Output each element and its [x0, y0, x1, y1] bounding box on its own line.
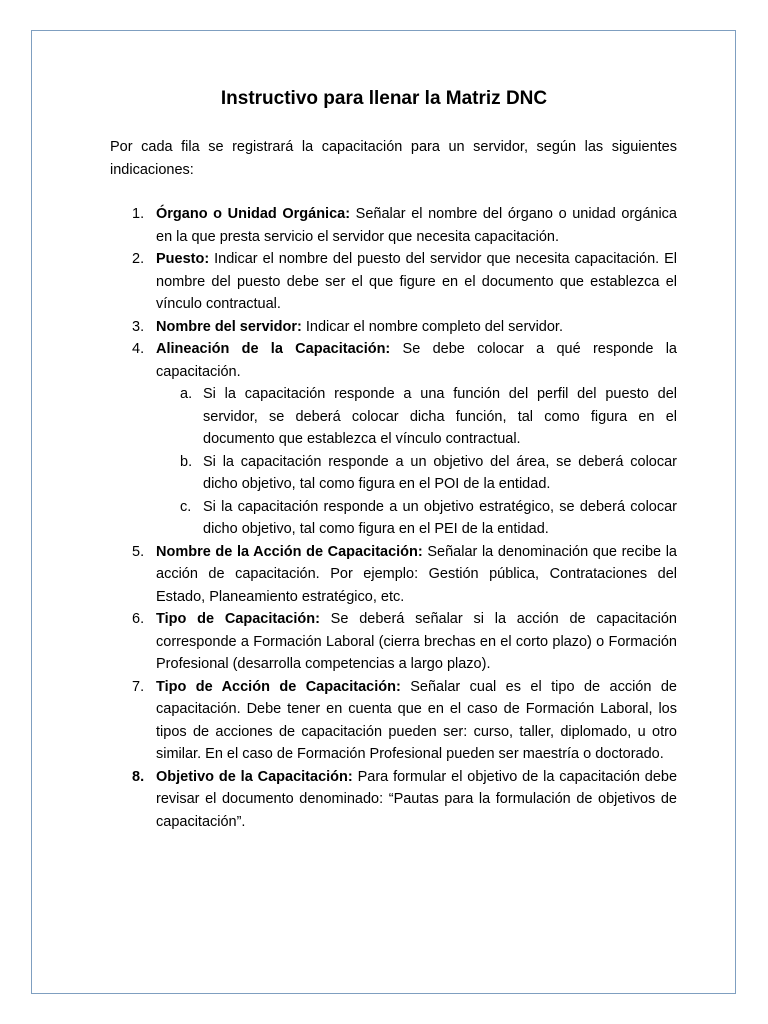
item-number: 2. — [132, 251, 145, 267]
document-title: Instructivo para llenar la Matriz DNC — [220, 88, 548, 109]
item-text: Indicar el nombre completo del servidor. — [301, 318, 563, 335]
item-term: Órgano o Unidad Orgánica: — [156, 206, 351, 222]
item-number: 7. — [132, 678, 145, 695]
item-term: Alineación de la Capacitación: — [156, 341, 391, 357]
list-item — [110, 608, 677, 676]
list-item — [110, 676, 677, 766]
item-term: Nombre de la Acción de Capacitación: — [156, 543, 423, 560]
item-number: 5. — [132, 543, 145, 560]
item-number: 3. — [132, 318, 145, 335]
item-text: Para formular el objetivo de la capacitación debe revisar el documento denominado: “Pautas para la formulación de objetivos de capacitación”. — [156, 768, 678, 830]
item-number: 6. — [132, 611, 145, 627]
sub-item-letter: c. — [180, 498, 192, 515]
item-text: Señalar la denominación que recibe la acción de capacitación. Por ejemplo: Gestión pública, Contrataciones del Estado, Planeamiento estratégico, etc. — [156, 543, 677, 605]
item-number: 4. — [132, 341, 145, 357]
sub-item-letter: a. — [180, 386, 193, 402]
instructions-list — [110, 203, 677, 833]
intro-paragraph: Por cada fila se registrará la capacitación para un servidor, según las siguientes indicaciones: — [110, 139, 677, 178]
list-item — [110, 248, 677, 316]
sub-list-item — [156, 383, 677, 451]
item-term: Tipo de Capacitación: — [156, 611, 320, 627]
sub-item-letter: b. — [180, 453, 193, 470]
item-text: Se debe colocar a qué responde la capacitación. — [156, 341, 677, 380]
list-item — [110, 203, 677, 248]
list-item — [110, 338, 677, 541]
item-term: Objetivo de la Capacitación: — [156, 768, 353, 785]
list-item — [110, 541, 677, 609]
list-item — [110, 316, 677, 339]
item-term: Nombre del servidor: — [156, 318, 302, 335]
sub-item-text: Si la capacitación responde a una función del perfil del puesto del servidor, se deberá colocar dicha función, tal como figura en el documento que establezca el vínculo contractual. — [203, 386, 677, 447]
sub-list-item — [156, 451, 677, 496]
sub-list-item — [156, 496, 677, 541]
item-number: 8. — [132, 768, 145, 785]
item-term: Tipo de Acción de Capacitación: — [156, 678, 401, 695]
sub-item-text: Si la capacitación responde a un objetivo estratégico, se deberá colocar dicho objetivo, tal como figura en el PEI de la entidad. — [203, 498, 677, 537]
sub-list — [156, 383, 677, 541]
item-text: Señalar el nombre del órgano o unidad orgánica en la que presta servicio el servidor que necesita capacitación. — [156, 206, 677, 245]
list-item — [110, 766, 677, 834]
item-term: Puesto: — [156, 251, 210, 267]
sub-item-text: Si la capacitación responde a un objetivo del área, se deberá colocar dicho objetivo, tal como figura en el POI de la entidad. — [203, 453, 677, 492]
item-number: 1. — [132, 206, 145, 222]
item-text: Se deberá señalar si la acción de capacitación corresponde a Formación Laboral (cierra brechas en el corto plazo) o Formación Profesional (desarrolla competencias a largo plazo). — [156, 611, 677, 672]
item-text: Indicar el nombre del puesto del servidor que necesita capacitación. El nombre del puesto debe ser el que figure en el documento que establezca el vínculo contractual. — [156, 251, 677, 312]
item-text: Señalar cual es el tipo de acción de capacitación. Debe tener en cuenta que en el caso de Formación Laboral, los tipos de acciones de capacitación pueden ser: curso, taller, diplomado, u otro similar. En el caso de Formación Profesional pueden ser maestría o doctorado. — [156, 678, 677, 762]
